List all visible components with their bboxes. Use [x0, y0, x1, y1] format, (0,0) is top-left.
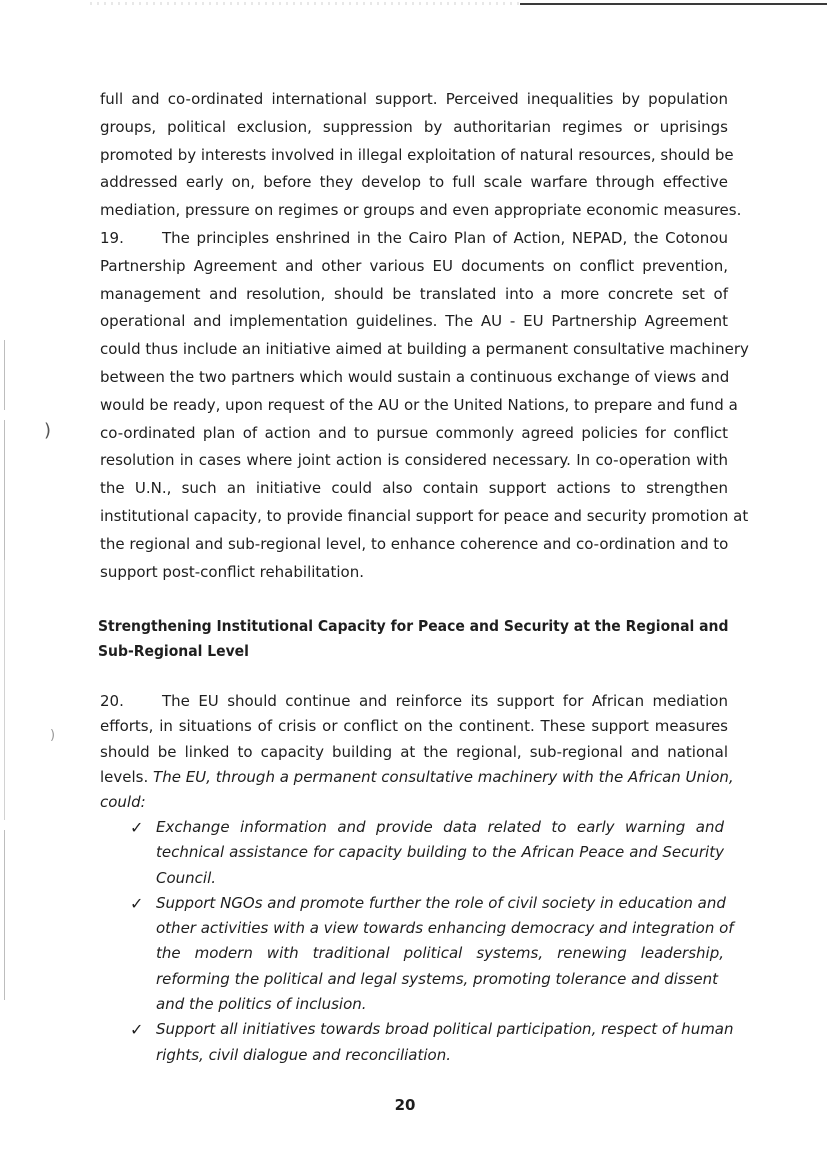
- bullet-item: [130, 1017, 734, 1068]
- scan-margin-mark: [4, 420, 5, 560]
- text-line: the modern with traditional political systems, renewing leadership,: [156, 944, 724, 963]
- text-line: other activities with a view towards enhancing democracy and integration of: [156, 919, 734, 938]
- text-line: institutional capacity, to provide financial support for peace and security promotion at: [100, 506, 749, 525]
- text-line: should be linked to capacity building at the regional, sub-regional and national: [100, 742, 728, 761]
- text-line: Support all initiatives towards broad political participation, respect of human: [156, 1020, 734, 1039]
- text-line: between the two partners which would sustain a continuous exchange of views and: [100, 367, 730, 386]
- paragraph-number: 19.: [100, 229, 124, 247]
- text-line: co-ordinated plan of action and to pursue commonly agreed policies for conflict: [100, 423, 728, 442]
- text-line: groups, political exclusion, suppression by authoritarian regimes or uprisings: [100, 117, 728, 136]
- paragraph-number: 20.: [100, 692, 124, 710]
- text-line: [100, 225, 728, 253]
- scan-top-edge: [0, 0, 827, 8]
- text-line: management and resolution, should be translated into a more concrete set of: [100, 284, 728, 303]
- text-line: efforts, in situations of crisis or conflict on the continent. These support measures: [100, 717, 728, 736]
- text-line: and the politics of inclusion.: [156, 995, 367, 1014]
- scan-margin-mark: [4, 560, 5, 820]
- text-line: [100, 689, 728, 714]
- text-line: the U.N., such an initiative could also contain support actions to strengthen: [100, 479, 728, 498]
- paragraph-19: [100, 225, 749, 586]
- heading-line: Strengthening Institutional Capacity for Peace and Security at the Regional and: [98, 617, 729, 635]
- text-line: would be ready, upon request of the AU or the United Nations, to prepare and fund a: [100, 395, 738, 414]
- text-line: could:: [100, 793, 146, 812]
- bullet-item: [130, 891, 734, 1017]
- text-line: Exchange information and provide data related to early warning and: [156, 818, 724, 836]
- text-line: reforming the political and legal systems, promoting tolerance and dissent: [156, 969, 719, 988]
- text-line: addressed early on, before they develop to full scale warfare through effective: [100, 173, 728, 192]
- text-line: mediation, pressure on regimes or groups and even appropriate economic measures.: [100, 201, 742, 220]
- text-italic: The EU, through a permanent consultative machinery with the African Union,: [153, 767, 734, 786]
- text-line: support post-conflict rehabilitation.: [100, 562, 364, 581]
- binder-hole-mark: ): [50, 728, 56, 743]
- text-line: Partnership Agreement and other various EU documents on conflict prevention,: [100, 256, 728, 275]
- text-line: Support NGOs and promote further the role of civil society in education and: [156, 893, 726, 912]
- text-plain: levels.: [100, 767, 154, 786]
- text-line: full and co-ordinated international support. Perceived inequalities by population: [100, 90, 728, 108]
- scan-border-line: [520, 3, 827, 5]
- scan-noise: [90, 2, 520, 5]
- paragraph-continuation: [100, 86, 742, 225]
- binder-hole-mark: ): [44, 420, 52, 441]
- checkmark-icon: ✓: [130, 818, 144, 837]
- text-line: The principles enshrined in the Cairo Plan of Action, NEPAD, the Cotonou: [162, 229, 728, 247]
- bullet-list: [130, 815, 734, 1068]
- bullet-item: [130, 815, 730, 891]
- checkmark-icon: ✓: [130, 1020, 144, 1040]
- text-line: technical assistance for capacity building to the African Peace and Security: [156, 843, 724, 862]
- text-line: Council.: [156, 868, 217, 887]
- section-heading: [98, 614, 728, 664]
- page-number: 20: [394, 1096, 416, 1114]
- checkmark-icon: ✓: [130, 893, 144, 913]
- text-line: The EU should continue and reinforce its support for African mediation: [162, 692, 728, 710]
- text-line: resolution in cases where joint action is considered necessary. In co-operation with: [100, 451, 728, 470]
- text-line: [100, 765, 734, 790]
- text-line: operational and implementation guidelines. The AU - EU Partnership Agreement: [100, 312, 728, 331]
- text-line: promoted by interests involved in illegal exploitation of natural resources, should be: [100, 145, 734, 164]
- heading-line: Sub-Regional Level: [98, 642, 249, 660]
- text-line: could thus include an initiative aimed at building a permanent consultative machinery: [100, 340, 749, 359]
- scan-margin-mark: [4, 830, 5, 1000]
- text-line: rights, civil dialogue and reconciliation.: [156, 1045, 451, 1064]
- text-line: the regional and sub-regional level, to enhance coherence and co-ordination and to: [100, 534, 729, 553]
- scan-margin-mark: [4, 340, 5, 410]
- paragraph-20: [100, 689, 734, 815]
